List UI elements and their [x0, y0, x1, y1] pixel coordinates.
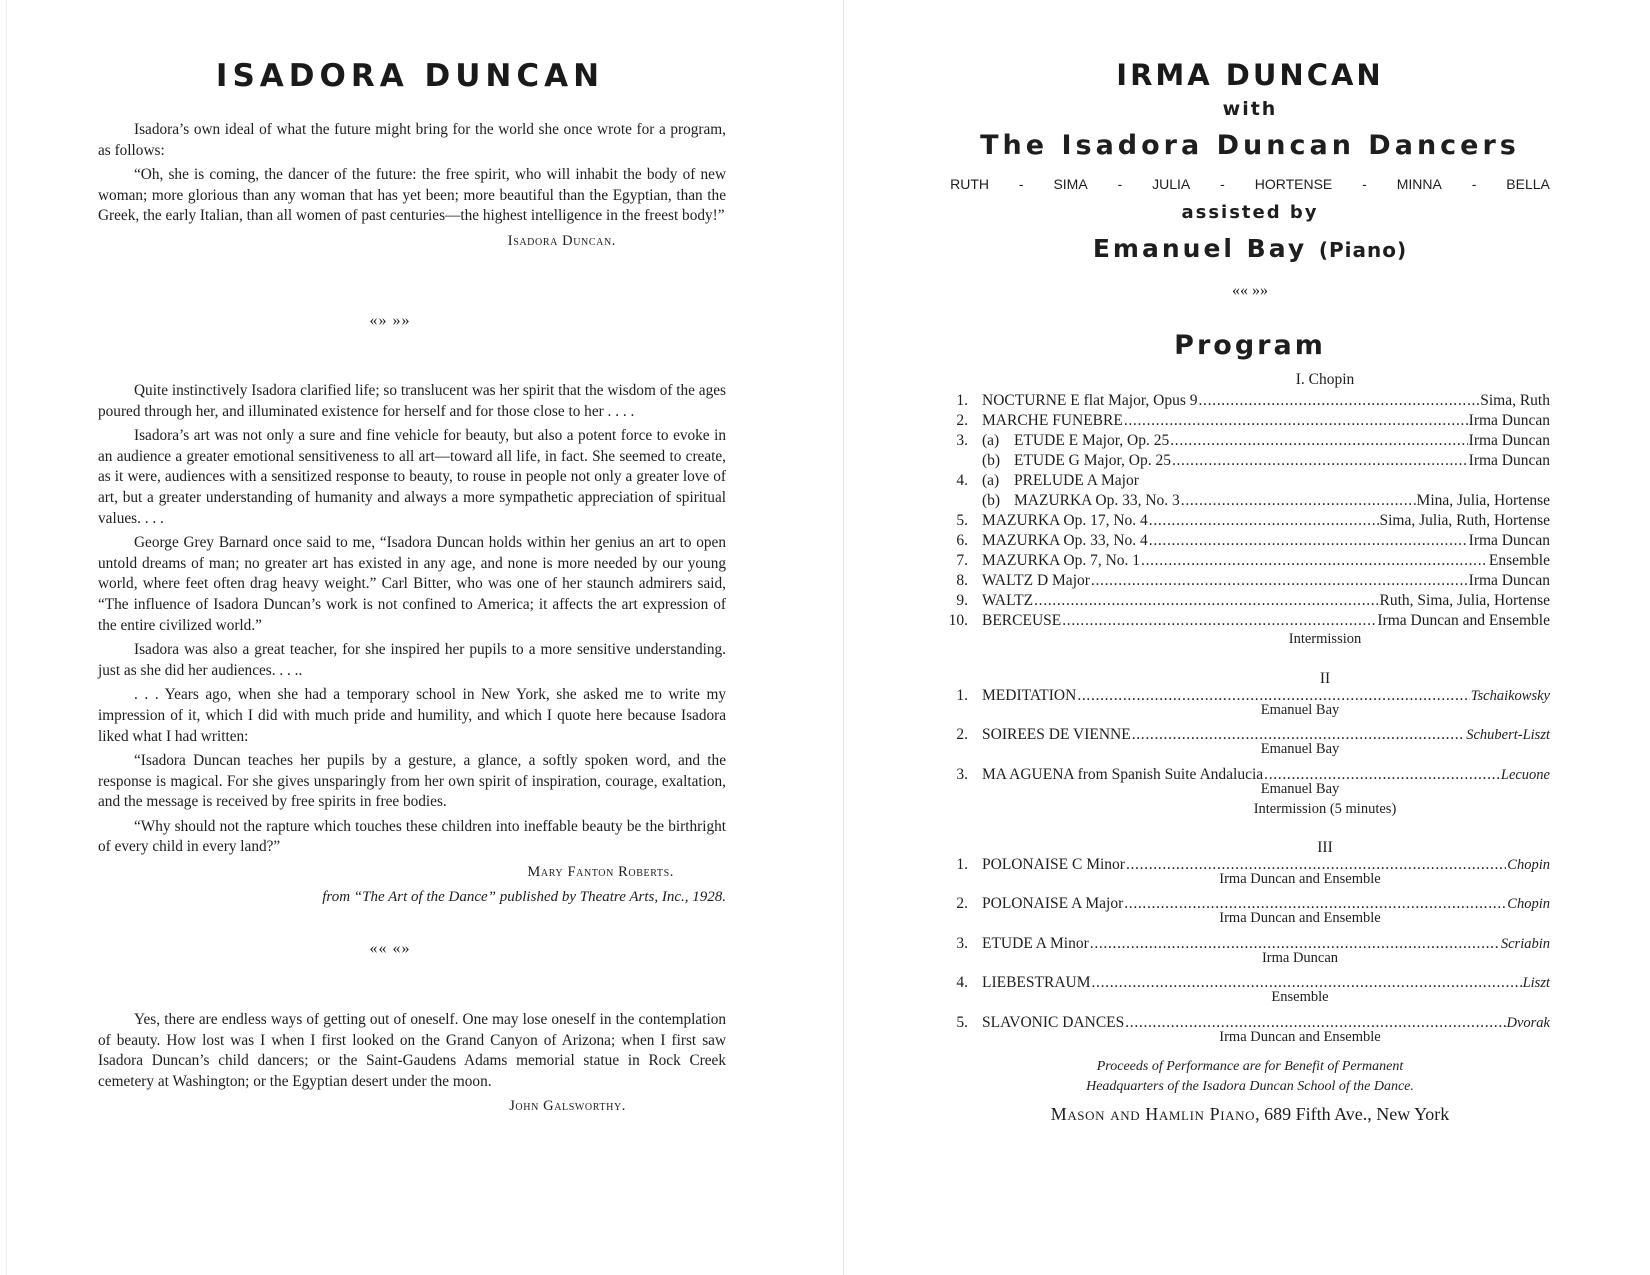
isadora-quote — [98, 120, 726, 256]
program-item — [940, 431, 1550, 451]
right-page-title: IRMA DUNCAN — [1116, 58, 1384, 92]
leader-dots — [1124, 411, 1468, 431]
item-performer: Irma Duncan — [1468, 532, 1550, 549]
item-title: MEDITATION — [982, 687, 1077, 704]
item-performer: Irma Duncan — [1261, 950, 1339, 966]
paragraph: . . . Years ago, when she had a temporary school in New York, she asked me to write my impression of it, which I did with much pride and humility, and which I quote here because Isadora liked what I had written: — [98, 686, 726, 745]
item-number: 4. — [956, 974, 968, 991]
item-sub-letter: (a) — [982, 432, 1000, 449]
signature: Mary Fanton Roberts. — [527, 864, 674, 881]
item-number: 3. — [956, 935, 968, 952]
item-title: POLONAISE A Major — [982, 895, 1124, 912]
leader-dots — [1149, 511, 1379, 531]
name-dash: - — [1018, 176, 1024, 192]
paragraph: “Oh, she is coming, the dancer of the future: the free spirit, who will inhabit the body of new woman; more glorious than any woman that has yet been; more beautiful than the Egyptian, than the Greek, the early Italian, than all women of past centuries—the highest intelligence in the freest body!” — [98, 166, 726, 225]
item-number: 1. — [956, 687, 968, 704]
item-number: 1. — [956, 856, 968, 873]
item-performer: Irma Duncan — [1468, 452, 1550, 469]
source-citation: from “The Art of the Dance” published by Theatre Arts, Inc., 1928. — [322, 888, 726, 905]
item-composer: Dvorak — [1506, 1015, 1550, 1031]
leader-dots — [1141, 551, 1488, 571]
leader-dots — [1034, 591, 1378, 611]
item-title: MAZURKA Op. 7, No. 1 — [982, 552, 1141, 569]
item-title: WALTZ D Major — [982, 572, 1090, 589]
item-performer: Emanuel Bay — [1260, 741, 1340, 757]
item-number: 1. — [956, 392, 968, 409]
item-title: MAZURKA Op. 17, No. 4 — [982, 512, 1148, 529]
piano-address: , 689 Fifth Ave., New York — [1255, 1104, 1450, 1124]
left-page-title: ISADORA DUNCAN — [215, 58, 605, 94]
paragraph: Isadora was also a great teacher, for she inspired her pupils to a more sensitive understanding. just as she did her audiences. . . .. — [98, 641, 726, 679]
right-page — [850, 0, 1650, 1275]
leader-dots — [1181, 491, 1416, 511]
note-line: Headquarters of the Isadora Duncan School of the Dance. — [1086, 1079, 1414, 1094]
dancer-name: MINNA — [1396, 176, 1442, 192]
item-composer: Lecuone — [1500, 767, 1550, 783]
leader-dots — [1199, 391, 1480, 411]
roberts-essay — [98, 381, 726, 911]
item-performer: Emanuel Bay — [1260, 702, 1340, 718]
program-item — [940, 531, 1550, 551]
paragraph: Quite instinctively Isadora clarified life; so translucent was her spirit that the wisdom of the ages poured through her, and illuminated existence for herself and for those close to her . . . . — [98, 382, 726, 420]
piano-credit — [850, 1104, 1650, 1125]
item-sub-letter: (b) — [982, 492, 1001, 509]
dancer-name: RUTH — [950, 176, 989, 192]
leader-dots — [1170, 431, 1467, 451]
item-performer: Ensemble — [1271, 989, 1329, 1005]
section-heading: II — [1319, 670, 1331, 687]
name-dash: - — [1117, 176, 1123, 192]
item-title: SOIREES DE VIENNE — [982, 726, 1131, 743]
paragraph: Isadora’s art was not only a sure and fine vehicle for beauty, but also a potent force to evoke in an audience a greater emotional sensitiveness to all art—toward all life, in fact. She seemed to create, as it were, audiences with a sensitized response to beauty, to rouse in people not only a greater love of art, but a greater understanding of humanity and always a more sympathetic appreciation of spiritual values. . . . — [98, 427, 726, 527]
item-number: 3. — [956, 432, 968, 449]
program-title: Program — [1174, 330, 1326, 361]
item-title: WALTZ — [982, 592, 1034, 609]
intermission-label: Intermission — [1288, 631, 1362, 647]
signature: Isadora Duncan. — [507, 232, 616, 249]
item-performer: Mina, Julia, Hortense — [1416, 492, 1550, 509]
program-item — [940, 451, 1550, 471]
item-composer: Tschaikowsky — [1470, 688, 1550, 704]
item-performer: Irma Duncan — [1468, 572, 1550, 589]
program-item — [940, 491, 1550, 511]
item-title: PRELUDE A Major — [1014, 472, 1139, 489]
item-title: SLAVONIC DANCES — [982, 1014, 1125, 1031]
item-performer: Ruth, Sima, Julia, Hortense — [1379, 592, 1550, 609]
item-title: MAZURKA Op. 33, No. 3 — [1014, 492, 1180, 509]
program-item — [940, 391, 1550, 411]
paragraph: “Isadora Duncan teaches her pupils by a gesture, a glance, a softly spoken word, and the response is magical. For she gives unsparingly from her own spirit of inspiration, courage, exaltation, and the message is received by free spirits in free bodies. — [98, 752, 726, 811]
item-title: LIEBESTRAUM — [982, 974, 1091, 991]
item-number: 9. — [956, 592, 968, 609]
item-title: ETUDE G Major, Op. 25 — [1014, 452, 1171, 469]
leader-dots — [1172, 451, 1468, 471]
leader-dots — [1149, 531, 1468, 551]
item-number: 2. — [956, 726, 968, 743]
item-number: 2. — [956, 412, 968, 429]
item-sub-letter: (b) — [982, 452, 1001, 469]
center-fold — [843, 0, 844, 1275]
galsworthy-quote — [98, 1010, 726, 1121]
name-dash: - — [1471, 176, 1477, 192]
item-number: 8. — [956, 572, 968, 589]
item-performer: Irma Duncan — [1468, 412, 1550, 429]
leader-dots — [1091, 571, 1468, 591]
ornament-separator: «« «» — [369, 940, 411, 957]
item-performer: Irma Duncan and Ensemble — [1219, 910, 1381, 926]
item-composer: Chopin — [1507, 896, 1550, 912]
section-heading: III — [1317, 839, 1333, 856]
pianist-name: Emanuel Bay — [1092, 234, 1308, 263]
item-title: MA AGUENA from Spanish Suite Andalucia — [982, 766, 1264, 783]
name-dash: - — [1220, 176, 1225, 192]
item-performer: Sima, Ruth — [1480, 392, 1550, 409]
paragraph: Yes, there are endless ways of getting out of oneself. One may lose oneself in the contemplation of beauty. How lost was I when I first looked on the Grand Canyon of Arizona; when I first saw Isadora Duncan’s child dancers; or the Saint-Gaudens Adams memorial statue in Rock Creek cemetery at Washington; or the Egyptian desert under the moon. — [98, 1011, 726, 1090]
item-title: POLONAISE C Minor — [982, 856, 1125, 873]
item-performer: Irma Duncan and Ensemble — [1219, 871, 1381, 887]
troupe-name: The Isadora Duncan Dancers — [980, 130, 1520, 161]
dancer-names — [850, 176, 1650, 192]
program-item — [940, 551, 1550, 571]
piano-brand: Mason and Hamlin Piano — [1050, 1104, 1256, 1124]
item-number: 5. — [956, 1014, 968, 1031]
item-performer: Emanuel Bay — [1260, 781, 1340, 797]
item-composer: Schubert-Liszt — [1466, 727, 1550, 743]
dancer-name: BELLA — [1506, 176, 1550, 192]
ornament-separator: «« »» — [1232, 282, 1268, 299]
item-title: ETUDE A Minor — [982, 935, 1089, 952]
item-number: 3. — [956, 766, 968, 783]
program-item — [940, 591, 1550, 611]
intermission-label: Intermission (5 minutes) — [1253, 801, 1397, 817]
leader-dots — [1062, 611, 1376, 631]
paragraph: “Why should not the rapture which touches these children into ineffable beauty be the birthright of every child in every land?” — [98, 817, 726, 856]
dancer-name: JULIA — [1152, 176, 1191, 192]
item-number: 10. — [948, 612, 968, 629]
item-title: ETUDE E Major, Op. 25 — [1014, 432, 1170, 449]
item-title: MAZURKA Op. 33, No. 4 — [982, 532, 1148, 549]
note-line: Proceeds of Performance are for Benefit of Permanent — [1096, 1059, 1404, 1074]
dancer-name: SIMA — [1053, 176, 1088, 192]
item-number: 4. — [956, 472, 968, 489]
paragraph: George Grey Barnard once said to me, “Isadora Duncan holds within her genius an art to open untold dreams of man; no greater art has existed in any age, and none is more needed by our young world, where feet often drag heavy weight.” Carl Bitter, who was one of her staunch admirers said, “The influence of Isadora Duncan’s work is not confined to America; it affects the art expression of the entire civilized world.” — [98, 534, 726, 634]
signature: John Galsworthy. — [509, 1098, 626, 1115]
item-number: 2. — [956, 895, 968, 912]
item-sub-letter: (a) — [982, 472, 1000, 489]
item-performer: Irma Duncan — [1468, 432, 1550, 449]
item-number: 5. — [956, 512, 968, 529]
pianist-role: (Piano) — [1318, 238, 1408, 262]
program-item — [940, 611, 1550, 631]
with-label: with — [1222, 98, 1278, 120]
benefit-note — [850, 1057, 1650, 1097]
assisted-by-label: assisted by — [1181, 202, 1319, 223]
section-heading: I. Chopin — [1295, 371, 1355, 388]
item-performer: Irma Duncan and Ensemble — [1219, 1029, 1381, 1045]
program-item — [940, 511, 1550, 531]
item-number: 6. — [956, 532, 968, 549]
item-title: MARCHE FUNEBRE — [982, 412, 1123, 429]
item-composer: Liszt — [1522, 975, 1550, 991]
item-title: NOCTURNE E flat Major, Opus 9 — [982, 392, 1198, 409]
program-item — [940, 571, 1550, 591]
paragraph: Isadora’s own ideal of what the future might bring for the world she once wrote for a program, as follows: — [98, 121, 726, 159]
item-performer: Irma Duncan and Ensemble — [1377, 612, 1550, 629]
item-number: 7. — [956, 552, 968, 569]
program-item — [940, 471, 1550, 491]
item-performer: Ensemble — [1488, 552, 1550, 569]
item-performer: Sima, Julia, Ruth, Hortense — [1379, 512, 1550, 529]
program-item — [940, 411, 1550, 431]
dancer-name: HORTENSE — [1254, 176, 1333, 192]
pianist-credit — [850, 234, 1650, 263]
name-dash: - — [1362, 176, 1367, 192]
item-composer: Scriabin — [1500, 936, 1550, 952]
item-composer: Chopin — [1507, 857, 1550, 873]
ornament-separator: «» »» — [369, 312, 411, 329]
item-title: BERCEUSE — [982, 612, 1062, 629]
